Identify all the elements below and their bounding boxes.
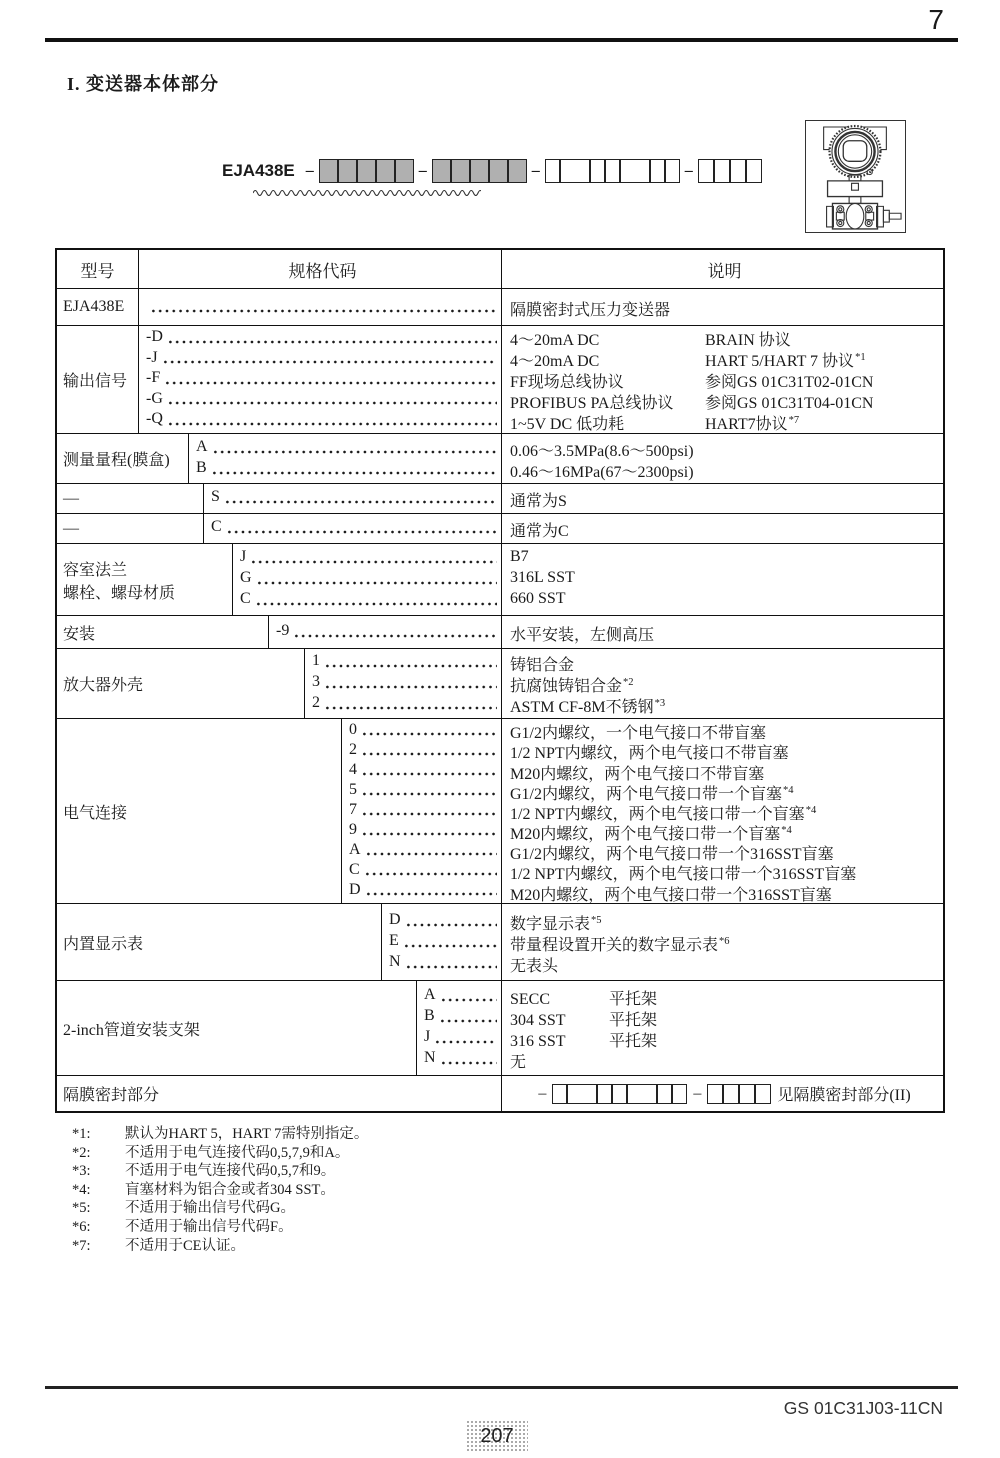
- dot-leader: [435, 1039, 497, 1045]
- desc-cell: 通常为C: [501, 514, 943, 543]
- table-row-diaphragm-seal: [57, 1075, 943, 1111]
- table-row-model: [57, 288, 943, 325]
- dot-leader: [227, 529, 497, 535]
- row-label: 放大器外壳: [57, 649, 305, 718]
- model-code-prefix: EJA438E: [222, 161, 295, 180]
- model-code-diagram: [222, 158, 762, 184]
- desc-cell: G1/2内螺纹，一个电气接口不带盲塞 1/2 NPT内螺纹，两个电气接口不带盲塞 M20内螺纹，两个电气接口不带盲塞 G1/2内螺纹，两个电气接口带一个盲塞 $^{*4}$ 1/2 NPT内螺纹，两个电气接口带一个盲塞 $^{*4}$ M20内螺纹，两个电气接口带一个盲塞 $^{*4}$ G1/2内螺纹，两个电气接口带一个316SST盲塞 1/2 NPT内螺纹，两个电气接口带一个316SST盲塞 M20内螺纹，两个电气接口带一个316SST盲塞: [501, 719, 943, 903]
- transmitter-illustration: [805, 120, 906, 233]
- dot-leader: [168, 400, 497, 406]
- dot-leader: [362, 791, 497, 797]
- footnote: *3: 不适用于电气连接代码0,5,7和9。: [72, 1163, 336, 1180]
- dot-leader: [362, 771, 497, 777]
- desc-cell: 4～20mA DC BRAIN 协议 4～20mA DC HART 5/HART 7 协议 $^{*1}$ FF现场总线协议 参阅GS 01C31T02-01CN PROFIBUS PA总线协议 参阅GS 01C31T04-01CN 1~5V DC 低功耗 HART7协议 $^{*7}$: [501, 326, 943, 433]
- row-label: 输出信号: [57, 326, 139, 433]
- code-cell: -D -J -F -G -Q: [139, 326, 501, 433]
- wavy-underline: [253, 187, 481, 196]
- table-row-mounting-bracket: [57, 980, 943, 1075]
- row-label: EJA438E: [57, 289, 139, 325]
- table-row-measuring-span: [57, 433, 943, 483]
- dot-leader: [325, 705, 497, 711]
- table-row-always-s: [57, 483, 943, 513]
- dot-leader: [404, 943, 497, 949]
- dot-leader: [165, 380, 497, 386]
- dot-leader: [440, 1018, 497, 1024]
- desc-cell: 隔膜密封式压力变送器: [501, 289, 943, 325]
- dot-leader: [325, 663, 497, 669]
- dot-leader: [256, 601, 497, 607]
- dot-leader: [362, 811, 497, 817]
- dot-leader: [213, 449, 497, 455]
- seal-note: 见隔膜密封部分(II): [777, 1087, 911, 1104]
- header-model: 型号: [57, 250, 139, 288]
- model-code-boxes-group4: [698, 159, 762, 183]
- seal-code-boxes-group2: [707, 1084, 771, 1104]
- table-header-row: [57, 250, 943, 288]
- desc-cell: 0.06～3.5MPa(8.6～500psi) 0.46～16MPa(67～2300psi): [501, 434, 943, 483]
- model-code-boxes-group3: [545, 159, 680, 183]
- dot-leader: [406, 922, 497, 928]
- desc-cell: SECC 平托架 304 SST 平托架 316 SST 平托架 无: [501, 981, 943, 1075]
- dot-leader: [151, 308, 497, 314]
- seal-code-boxes-group1: [552, 1084, 687, 1104]
- header-spec-code: 规格代码: [288, 261, 357, 281]
- code-cell: A B J N: [417, 981, 501, 1075]
- dot-leader: [441, 997, 497, 1003]
- code-cell: -9: [269, 616, 501, 648]
- table-row-electrical-connection: [57, 718, 943, 903]
- row-label: 隔膜密封部分: [63, 1087, 160, 1104]
- seal-dash: –: [693, 1084, 702, 1102]
- desc-cell: B7 316L SST 660 SST: [501, 544, 943, 615]
- footnote: *2: 不适用于电气连接代码0,5,7,9和A。: [72, 1144, 350, 1161]
- dot-leader: [325, 684, 497, 690]
- code-cell: [139, 289, 501, 325]
- table-row-output-signal: [57, 325, 943, 433]
- desc-cell: 数字显示表 $^{*5}$ 带量程设置开关的数字显示表 $^{*6}$ 无表头: [501, 904, 943, 980]
- dot-leader: [441, 1060, 497, 1066]
- dot-leader: [362, 751, 497, 757]
- code-cell: C: [204, 514, 501, 543]
- model-code-boxes-group2: [432, 159, 527, 183]
- model-code-boxes-group1: [319, 159, 414, 183]
- spec-table: [55, 248, 945, 1113]
- row-label: —: [57, 484, 204, 513]
- dot-leader: [366, 891, 497, 897]
- dot-leader: [168, 421, 497, 427]
- header-description: 说明: [501, 250, 943, 288]
- row-label: 内置显示表: [57, 904, 382, 980]
- dot-leader: [365, 871, 497, 877]
- dot-leader: [163, 359, 497, 365]
- table-row-integral-indicator: [57, 903, 943, 980]
- desc-cell: [501, 1076, 943, 1111]
- dot-leader: [294, 633, 497, 639]
- dot-leader: [362, 831, 497, 837]
- row-label: 2-inch管道安装支架: [57, 981, 417, 1075]
- code-cell: 0 2 4 5 7 9 A C D: [342, 719, 501, 903]
- table-row-flange-bolts: [57, 543, 943, 615]
- footnotes: [72, 1122, 368, 1252]
- top-rule: [45, 38, 958, 42]
- bottom-rule: [45, 1386, 958, 1389]
- footnote: *4: 盲塞材料为铝合金或者304 SST。: [72, 1181, 335, 1198]
- desc-cell: 铸铝合金 抗腐蚀铸铝合金 $^{*2}$ ASTM CF-8M不锈钢 $^{*3}$: [501, 649, 943, 718]
- row-label: 测量量程(膜盒): [57, 434, 189, 483]
- code-cell: 1 3 2: [305, 649, 501, 718]
- row-label: 电气连接: [57, 719, 342, 903]
- document-number: GS 01C31J03-11CN: [783, 1398, 943, 1418]
- seal-dash: –: [538, 1084, 547, 1102]
- code-cell: D E N: [382, 904, 501, 980]
- row-label: 容室法兰 螺栓、螺母材质: [57, 544, 233, 615]
- dot-leader: [225, 499, 497, 505]
- code-cell: A B: [189, 434, 501, 483]
- table-row-always-c: [57, 513, 943, 543]
- model-code-dash: –: [418, 162, 427, 179]
- model-code-dash: –: [305, 162, 314, 179]
- model-code-dash: –: [684, 162, 693, 179]
- footnote: *6: 不适用于输出信号代码F。: [72, 1218, 293, 1235]
- table-row-amplifier-housing: [57, 648, 943, 718]
- table-row-installation: [57, 615, 943, 648]
- dot-leader: [212, 470, 497, 476]
- dot-leader: [366, 851, 497, 857]
- dot-leader: [257, 580, 497, 586]
- row-label: —: [57, 514, 204, 543]
- footer-page-number: 207: [466, 1420, 528, 1452]
- page-number: 7: [928, 4, 944, 35]
- model-code-dash: –: [531, 162, 540, 179]
- desc-cell: 通常为S: [501, 484, 943, 513]
- footnote: *7: 不适用于CE认证。: [72, 1237, 246, 1254]
- dot-leader: [362, 731, 497, 737]
- code-cell: J G C: [233, 544, 501, 615]
- dot-leader: [251, 559, 497, 565]
- code-cell: S: [204, 484, 501, 513]
- row-label: 安装: [57, 616, 269, 648]
- footnote: *1: 默认为HART 5，HART 7需特别指定。: [72, 1126, 369, 1142]
- footnote: *5: 不适用于输出信号代码G。: [72, 1200, 295, 1217]
- dot-leader: [406, 964, 497, 970]
- section-title: I. 变送器本体部分: [67, 74, 220, 94]
- desc-cell: 水平安装，左侧高压: [501, 616, 943, 648]
- dot-leader: [168, 339, 497, 345]
